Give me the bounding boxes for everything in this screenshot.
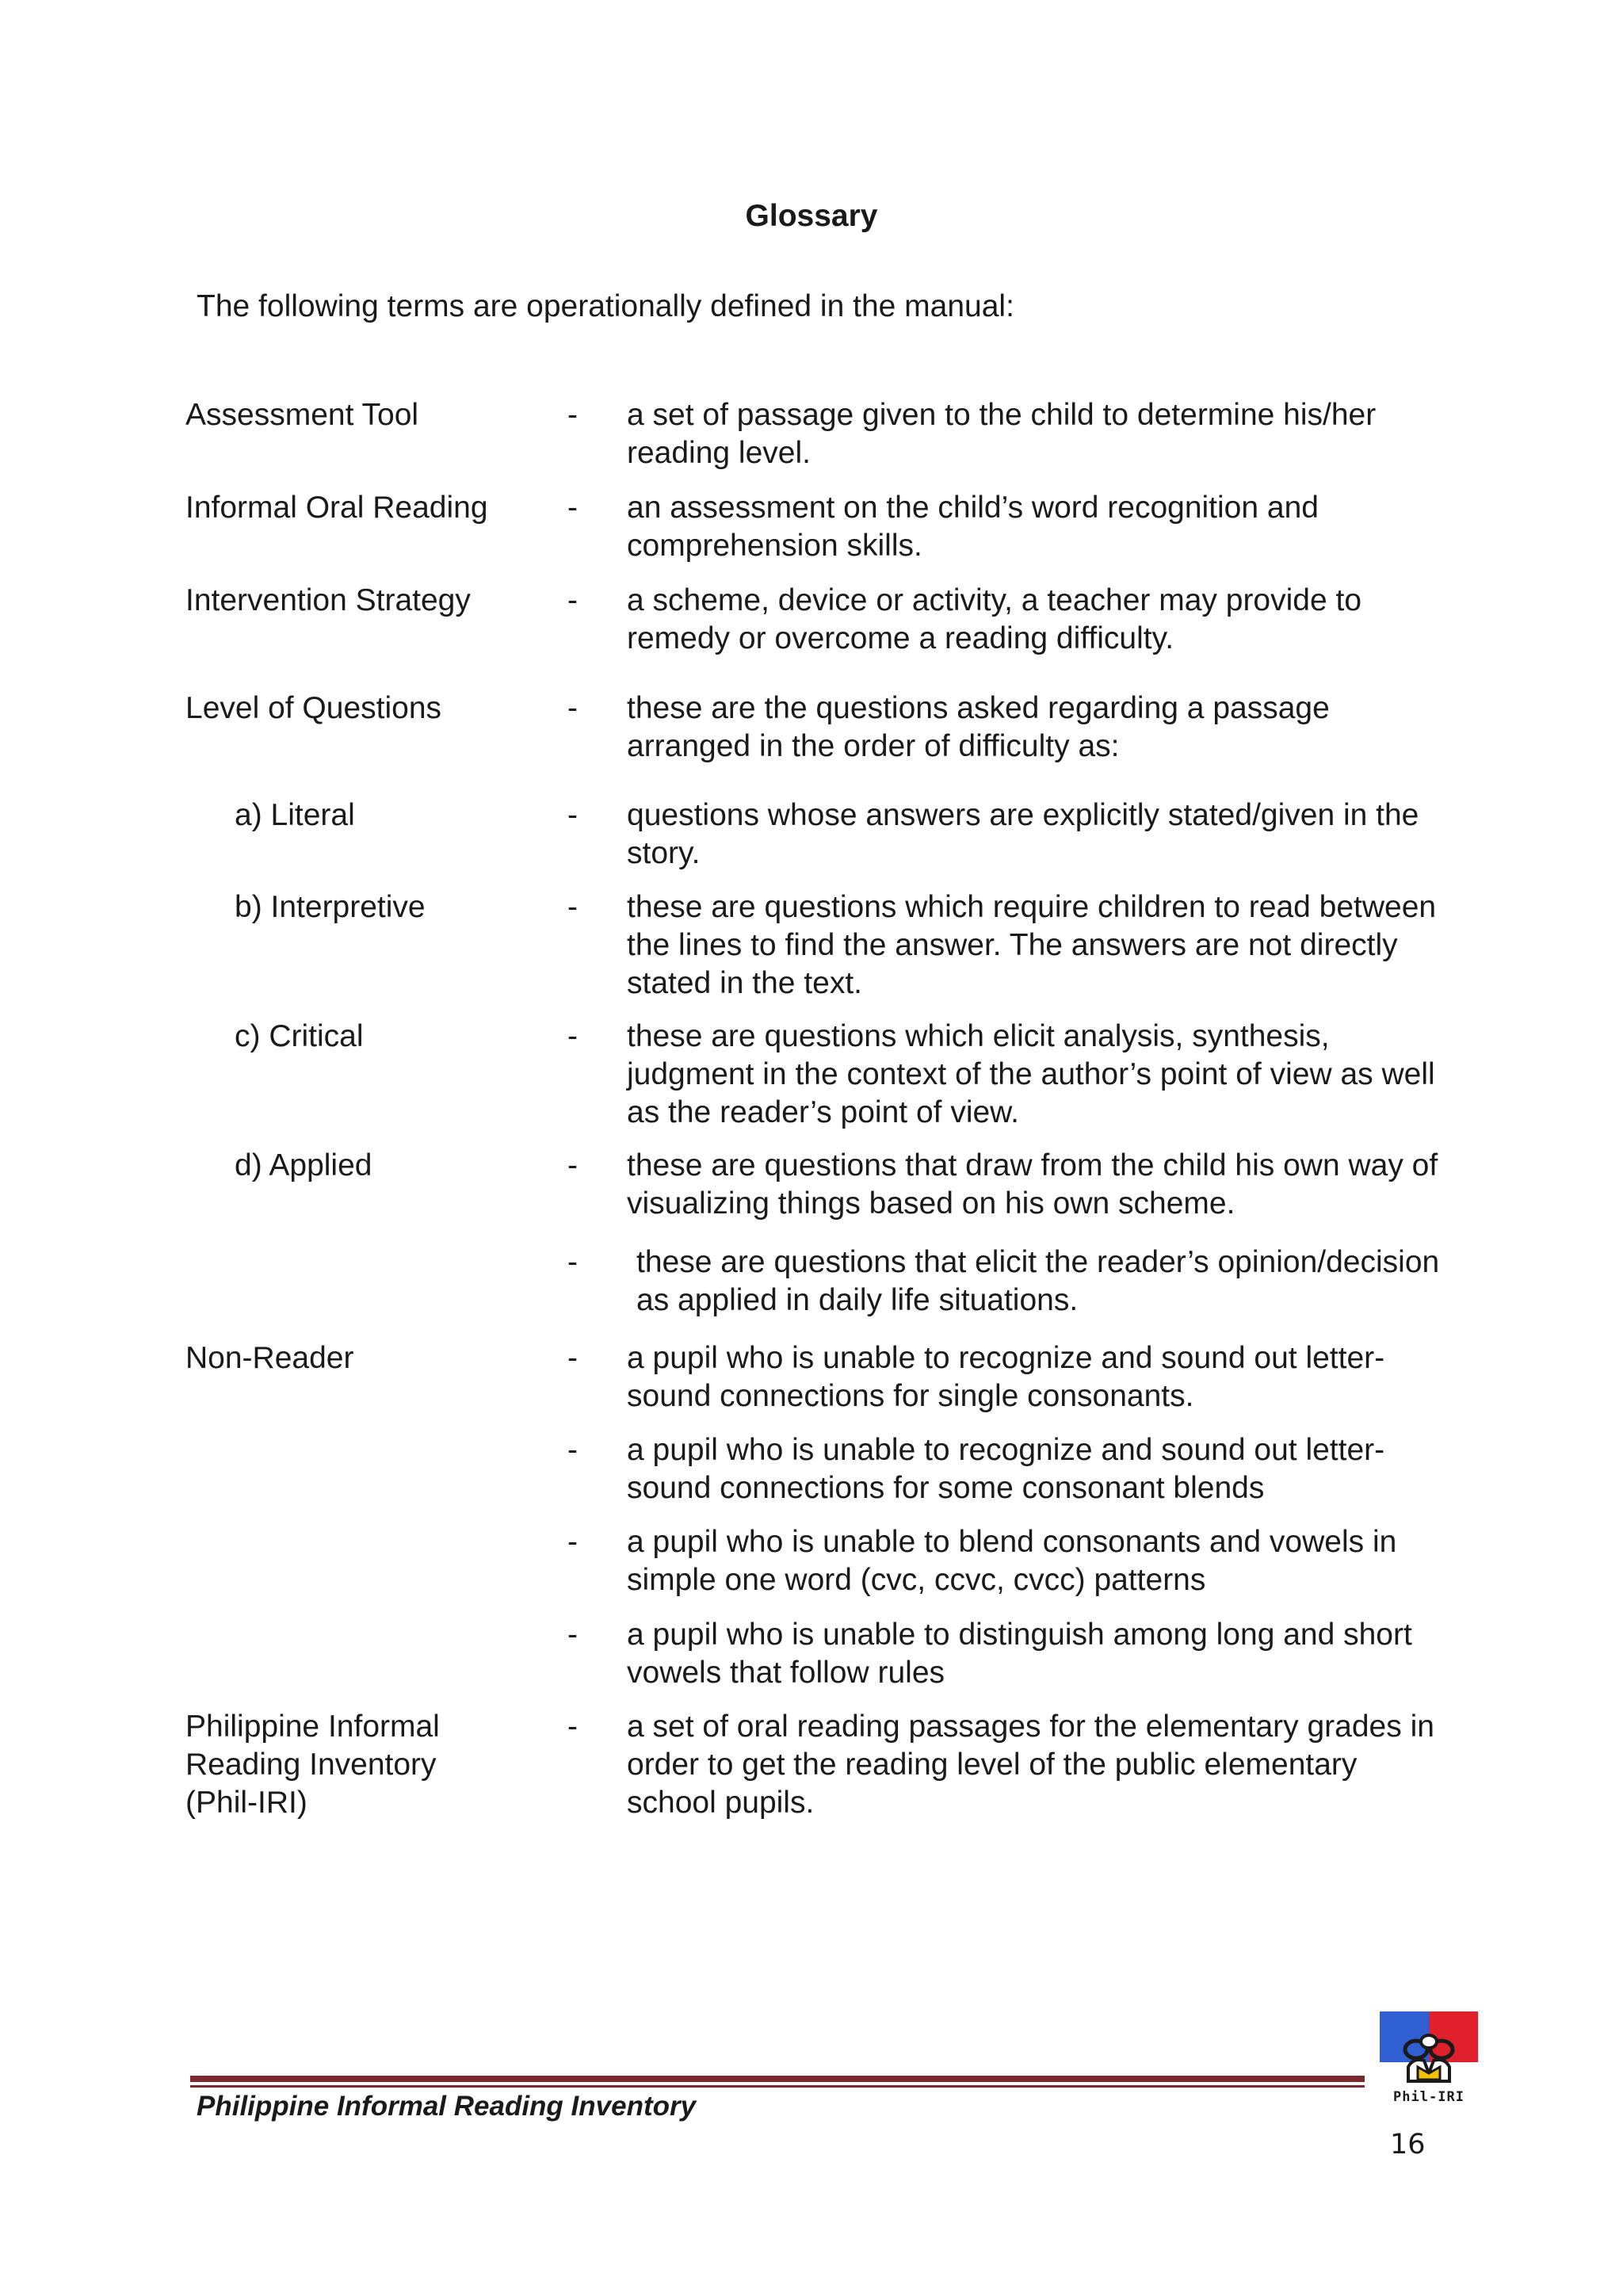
entry-dash: - [567, 1525, 578, 1559]
term-interpretive: b) Interpretive [235, 890, 426, 924]
page-title: Glossary [745, 199, 878, 233]
definition-line: as the reader’s point of view. [627, 1095, 1020, 1129]
definition-line: these are questions which require children to read between [627, 890, 1437, 924]
entry-dash: - [567, 398, 578, 432]
definition-line: sound connections for some consonant blends [627, 1471, 1265, 1505]
footer-rule-thick [190, 2076, 1365, 2082]
definition-level-of-questions [627, 690, 1507, 766]
definition-line: these are the questions asked regarding a passage [627, 691, 1330, 725]
definition-informal-oral-reading [627, 489, 1507, 565]
definition-line: simple one word (cvc, ccvc, cvcc) patterns [627, 1563, 1206, 1597]
definition-assessment-tool [627, 396, 1507, 472]
entry-dash: - [567, 1618, 578, 1652]
term-assessment-tool: Assessment Tool [185, 398, 419, 432]
definition-line: comprehension skills. [627, 529, 922, 563]
entry-dash: - [567, 1245, 578, 1279]
definition-applied [627, 1147, 1507, 1223]
definition-line: an assessment on the child’s word recognition and [627, 491, 1319, 525]
definition-line: reading level. [627, 436, 811, 470]
entry-dash: - [567, 1148, 578, 1182]
definition-line: judgment in the context of the author’s point of view as well [627, 1057, 1435, 1091]
definition-intervention-strategy [627, 582, 1507, 658]
footer-rule-thin [190, 2085, 1365, 2088]
definition-interpretive [627, 888, 1507, 1003]
definition-line: a set of oral reading passages for the elementary grades in [627, 1710, 1434, 1744]
definition-line: remedy or overcome a reading difficulty. [627, 621, 1174, 655]
definition-literal [627, 797, 1507, 873]
definition-non-reader-3 [627, 1523, 1507, 1599]
entry-dash: - [567, 798, 578, 832]
definition-line: these are questions which elicit analysis, synthesis, [627, 1019, 1330, 1053]
term-non-reader: Non-Reader [185, 1341, 354, 1375]
definition-line: these are questions that elicit the reader’s opinion/decision [636, 1245, 1440, 1279]
definition-line: questions whose answers are explicitly stated/given in the [627, 798, 1419, 832]
definition-critical [627, 1018, 1507, 1132]
term-line: (Phil-IRI) [185, 1786, 307, 1820]
term-applied: d) Applied [235, 1148, 372, 1182]
definition-line: sound connections for single consonants. [627, 1379, 1194, 1413]
definition-applied-continued [636, 1244, 1516, 1320]
definition-line: vowels that follow rules [627, 1656, 945, 1690]
definition-line: a set of passage given to the child to determine his/her [627, 398, 1377, 432]
intro-text: The following terms are operationally defined in the manual: [197, 289, 1014, 323]
term-line: Reading Inventory [185, 1748, 437, 1782]
definition-non-reader-4 [627, 1616, 1507, 1692]
definition-line: order to get the reading level of the public elementary [627, 1748, 1358, 1782]
definition-line: story. [627, 836, 701, 870]
entry-dash: - [567, 491, 578, 525]
definition-line: a pupil who is unable to blend consonants and vowels in [627, 1525, 1397, 1559]
definition-line: arranged in the order of difficulty as: [627, 729, 1120, 763]
definition-line: a pupil who is unable to distinguish among long and short [627, 1618, 1412, 1652]
definition-line: a pupil who is unable to recognize and sound out letter- [627, 1433, 1385, 1467]
definition-line: these are questions that draw from the child his own way of [627, 1148, 1438, 1182]
entry-dash: - [567, 1433, 578, 1467]
term-level-of-questions: Level of Questions [185, 691, 442, 725]
definition-line: as applied in daily life situations. [636, 1283, 1079, 1317]
definition-line: the lines to find the answer. The answers are not directly [627, 928, 1398, 962]
term-critical: c) Critical [235, 1019, 364, 1053]
definition-line: stated in the text. [627, 966, 863, 1000]
definition-line: a pupil who is unable to recognize and sound out letter- [627, 1341, 1385, 1375]
page-number: 16 [1390, 2129, 1426, 2160]
entry-dash: - [567, 1341, 578, 1375]
term-intervention-strategy: Intervention Strategy [185, 583, 471, 617]
term-literal: a) Literal [235, 798, 355, 832]
entry-dash: - [567, 1019, 578, 1053]
definition-non-reader-2 [627, 1431, 1507, 1507]
definition-non-reader [627, 1339, 1507, 1415]
definition-line: a scheme, device or activity, a teacher may provide to [627, 583, 1362, 617]
entry-dash: - [567, 691, 578, 725]
logo-label: Phil-IRI [1393, 2089, 1465, 2105]
definition-line: school pupils. [627, 1786, 815, 1820]
footer-title: Philippine Informal Reading Inventory [197, 2091, 697, 2122]
entry-dash: - [567, 1710, 578, 1744]
term-informal-oral-reading: Informal Oral Reading [185, 491, 488, 525]
entry-dash: - [567, 583, 578, 617]
definition-phil-iri [627, 1708, 1507, 1822]
entry-dash: - [567, 890, 578, 924]
definition-line: visualizing things based on his own scheme. [627, 1186, 1235, 1221]
term-phil-iri [185, 1708, 550, 1822]
term-line: Philippine Informal [185, 1710, 440, 1744]
